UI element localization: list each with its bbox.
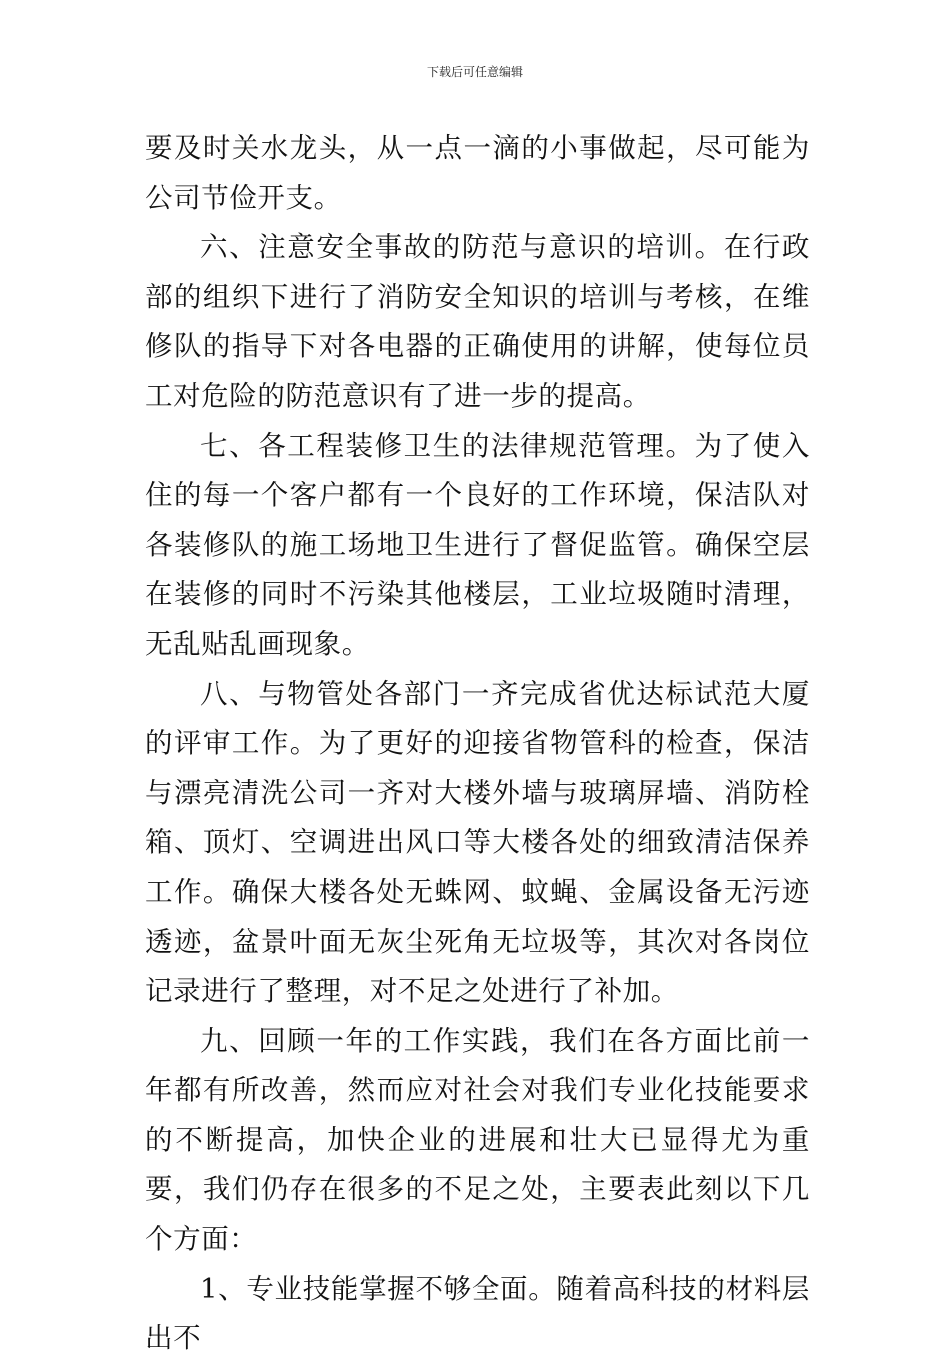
paragraph-section-6: 六、注意安全事故的防范与意识的培训。在行政部的组织下进行了消防安全知识的培训与考核，在维修队的指导下对各电器的正确使用的讲解，使每位员工对危险的防范意识有了进一步的提高。 xyxy=(145,231,810,412)
paragraph-section-8: 八、与物管处各部门一齐完成省优达标试范大厦的评审工作。为了更好的迎接省物管科的检查，保洁与漂亮清洗公司一齐对大楼外墙与玻璃屏墙、消防栓箱、顶灯、空调进出风口等大楼各处的细致清洁保养工作。确保大楼各处无蛛网、蚊蝇、金属设备无污迹透迹，盆景叶面无灰尘死角无垃圾等，其次对各岗位记录进行了整理，对不足之处进行了补加。 xyxy=(145,677,810,1008)
paragraph-item-1: 1、专业技能掌握不够全面。随着高科技的材料层出不 xyxy=(145,1272,810,1355)
page-header-note: 下载后可任意编辑 xyxy=(426,65,523,79)
document-body xyxy=(145,124,810,1364)
paragraph-continuation: 要及时关水龙头，从一点一滴的小事做起，尽可能为公司节俭开支。 xyxy=(145,132,810,214)
paragraph-section-9: 九、回顾一年的工作实践，我们在各方面比前一年都有所改善，然而应对社会对我们专业化技能要求的不断提高，加快企业的进展和壮大已显得尤为重要，我们仍存在很多的不足之处，主要表此刻以下几个方面： xyxy=(145,1024,810,1256)
paragraph-section-7: 七、各工程装修卫生的法律规范管理。为了使入住的每一个客户都有一个良好的工作环境，保洁队对各装修队的施工场地卫生进行了督促监管。确保空层在装修的同时不污染其他楼层，工业垃圾随时清理，无乱贴乱画现象。 xyxy=(145,429,810,660)
